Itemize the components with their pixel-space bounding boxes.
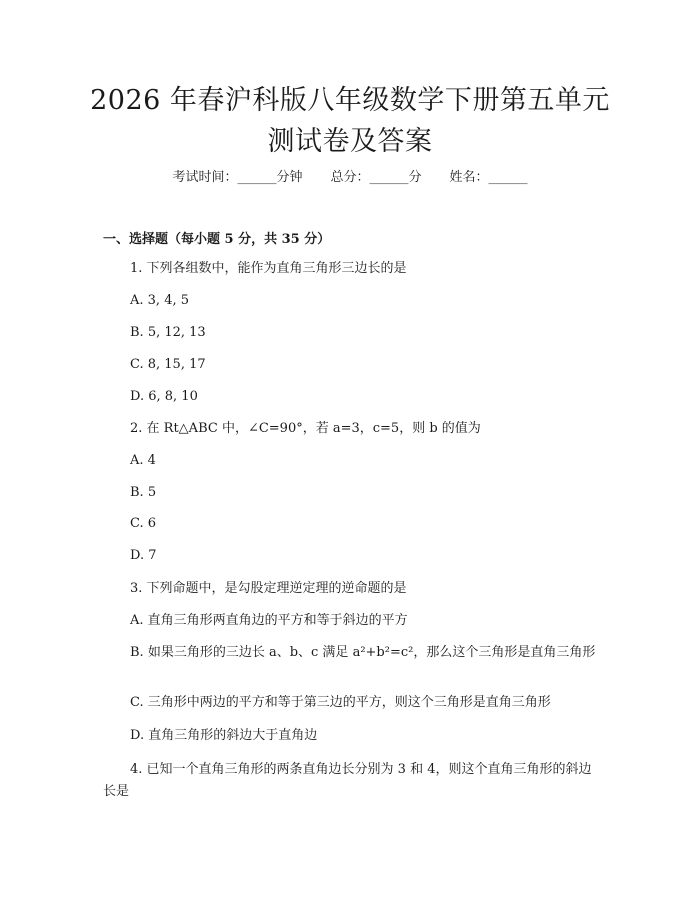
question-1-option-b: B. 5, 12, 13	[130, 325, 206, 340]
question-2-stem: 2. 在 Rt△ABC 中，∠C=90°，若 a=3，c=5，则 b 的值为	[130, 421, 481, 436]
question-2-option-c: C. 6	[130, 516, 157, 531]
question-2-option-a: A. 4	[130, 453, 156, 468]
page-title: 2026 年春沪科版八年级数学下册第五单元测试卷及答案	[90, 85, 610, 157]
question-1-option-a: A. 3, 4, 5	[130, 293, 189, 308]
question-3-option-c: C. 三角形中两边的平方和等于第三边的平方，则这个三角形是直角三角形	[130, 695, 551, 710]
question-2-option-d: D. 7	[130, 548, 157, 563]
question-1-option-d: D. 6, 8, 10	[130, 389, 198, 404]
exam-name: 姓名：______	[449, 170, 528, 185]
question-1-stem: 1. 下列各组数中，能作为直角三角形三边长的是	[130, 261, 407, 276]
question-3-option-d: D. 直角三角形的斜边大于直角边	[130, 728, 318, 743]
question-1-option-c: C. 8, 15, 17	[130, 357, 206, 372]
question-3-option-a: A. 直角三角形两直角边的平方和等于斜边的平方	[130, 613, 408, 628]
question-2-option-b: B. 5	[130, 485, 157, 500]
exam-score: 总分：______分	[330, 170, 422, 185]
exam-time: 考试时间：______分钟	[172, 170, 303, 185]
question-3-option-b: B. 如果三角形的三边长 a、b、c 满足 a²+b²=c²，那么这个三角形是直角三角形	[130, 645, 596, 660]
question-4-stem: 4. 已知一个直角三角形的两条直角边长分别为 3 和 4，则这个直角三角形的斜边长是	[103, 762, 592, 799]
question-3-stem: 3. 下列命题中，是勾股定理逆定理的逆命题的是	[130, 581, 407, 596]
section-heading: 一、选择题（每小题 5 分，共 35 分）	[103, 232, 331, 247]
exam-meta	[0, 168, 700, 188]
